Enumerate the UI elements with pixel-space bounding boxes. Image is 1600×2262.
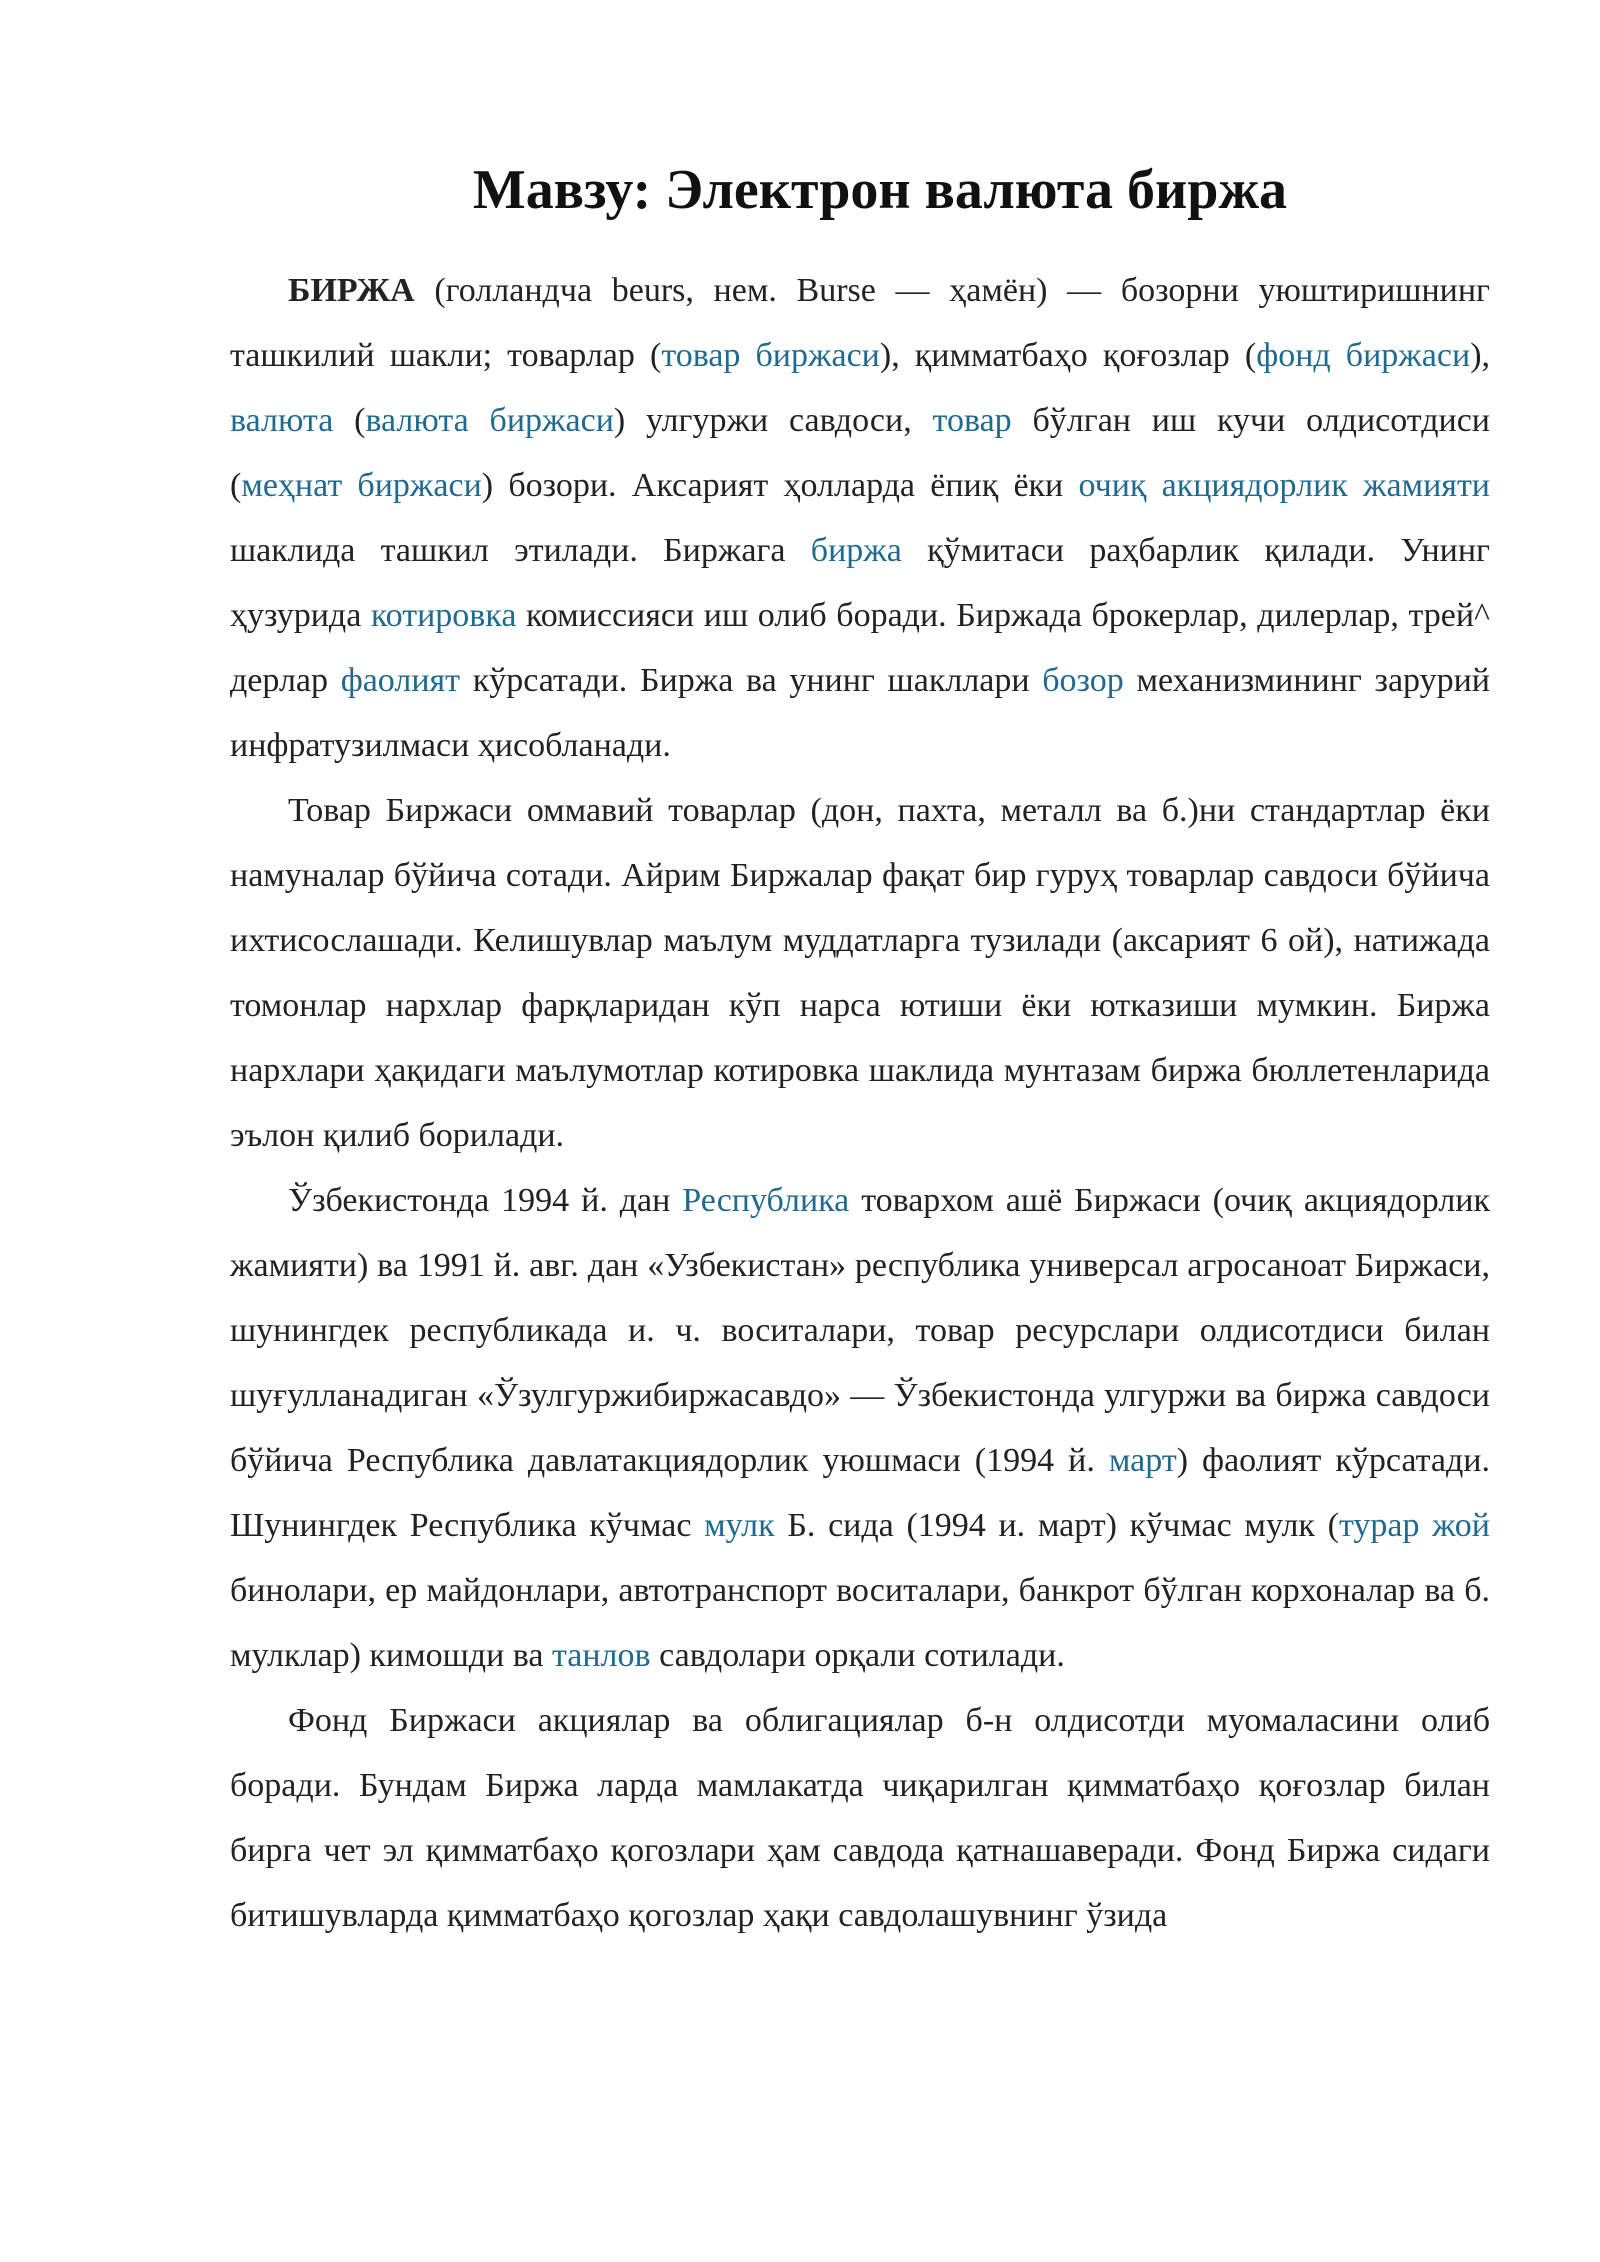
body-text: ), қимматбаҳо қоғозлар (	[879, 337, 1257, 374]
body-text: Фонд Биржаси акциялар ва облигациялар б-н олдисотди муомаласини олиб боради. Бундам Биржа ларда мамлакатда чиқарилган қимматбаҳо қоғозлар билан бирга чет эл қимматбаҳо қогозлари ҳам савдода қатнашаверади. Фонд Биржа сидаги битишувларда қимматбаҳо қогозлар ҳақи савдолашувнинг ўзида	[230, 1702, 1490, 1934]
body-text: бинолари, ер майдонлари, автотранспорт воситалари, банкрот бўлган корхоналар ва б. мулклар) кимошди ва	[230, 1572, 1490, 1674]
hyperlink[interactable]: очиқ акциядорлик жамияти	[1078, 467, 1490, 504]
paragraph	[230, 778, 1490, 1168]
lead-term: БИРЖА	[288, 272, 415, 309]
body-text: механизмининг зарурий инфратузилмаси ҳисобланади.	[230, 662, 1490, 764]
paragraph	[230, 258, 1490, 778]
hyperlink[interactable]: товар	[932, 402, 1012, 439]
body-text: (	[333, 402, 366, 439]
body-text: савдолари орқали сотилади.	[650, 1637, 1065, 1674]
paragraph	[230, 1688, 1490, 1948]
hyperlink[interactable]: фонд биржаси	[1256, 337, 1471, 374]
body-text: қўмитаси раҳбарлик қилади. Унинг ҳузурида	[230, 532, 1490, 634]
body-text: ) улгуржи савдоси,	[613, 402, 933, 439]
hyperlink[interactable]: танлов	[552, 1637, 651, 1674]
page-title: Мавзу: Электрон валюта биржа	[472, 159, 1288, 221]
body-text: ) фаолият кўрсатади. Шунингдек Республика кўчмас	[230, 1442, 1490, 1544]
body-text: ) бозори. Аксарият ҳолларда ёпиқ ёки	[481, 467, 1079, 504]
hyperlink[interactable]: биржа	[810, 532, 902, 569]
body-text: (голландча beurs, нем. Burse — ҳамён) — бозорни уюштиришнинг ташкилий шакли; товарлар (	[230, 272, 1490, 374]
body-text: комиссияси иш олиб боради. Биржада брокерлар, дилерлар, трей^ дерлар	[230, 597, 1491, 699]
body-text: Товар Биржаси оммавий товарлар (дон, пахта, металл ва б.)ни стандартлар ёки намуналар бўйича сотади. Айрим Биржалар фақат бир гуруҳ товарлар савдоси бўйича ихтисослашади. Келишувлар маълум муддатларга тузилади (аксарият 6 ой), натижада томонлар нархлар фарқларидан кўп нарса ютиши ёки ютказиши мумкин. Биржа нархлари ҳақидаги маълумотлар котировка шаклида мунтазам биржа бюллетенларида эълон қилиб борилади.	[230, 792, 1490, 1154]
hyperlink[interactable]: Республика	[682, 1182, 850, 1219]
hyperlink[interactable]: турар жой	[1338, 1507, 1490, 1544]
document-body	[230, 258, 1490, 1948]
paragraph	[230, 1168, 1490, 1688]
body-text: шаклида ташкил этилади. Биржага	[230, 532, 811, 569]
hyperlink[interactable]: бозор	[1042, 662, 1124, 699]
body-text: товархом ашё Биржаси (очиқ акциядорлик жамияти) ва 1991 й. авг. дан «Узбекистан» республика универсал агросаноат Биржаси, шунингдек республикада и. ч. воситалари, товар ресурслари олдисотдиси билан шуғулланадиган «Ўзулгуржибиржасавдо» — Ўзбекистонда улгуржи ва биржа савдоси бўйича Республика давлатакциядорлик уюшмаси (1994 й.	[230, 1182, 1491, 1479]
hyperlink[interactable]: мулк	[704, 1507, 775, 1544]
body-text: Б. сида (1994 и. март) кўчмас мулк (	[774, 1507, 1339, 1544]
hyperlink[interactable]: товар биржаси	[661, 337, 880, 374]
body-text: Ўзбекистонда 1994 й. дан	[288, 1182, 683, 1219]
document-page	[230, 150, 1490, 1948]
hyperlink[interactable]: валюта биржаси	[365, 402, 614, 439]
hyperlink[interactable]: меҳнат биржаси	[241, 467, 482, 504]
hyperlink[interactable]: котировка	[370, 597, 517, 634]
body-text: ),	[1470, 337, 1491, 374]
body-text: кўрсатади. Биржа ва унинг шакллари	[460, 662, 1043, 699]
hyperlink[interactable]: март	[1108, 1442, 1177, 1479]
hyperlink[interactable]: валюта	[230, 402, 334, 439]
hyperlink[interactable]: фаолият	[340, 662, 461, 699]
body-text: бўлган иш кучи олдисотдиси (	[230, 402, 1490, 504]
